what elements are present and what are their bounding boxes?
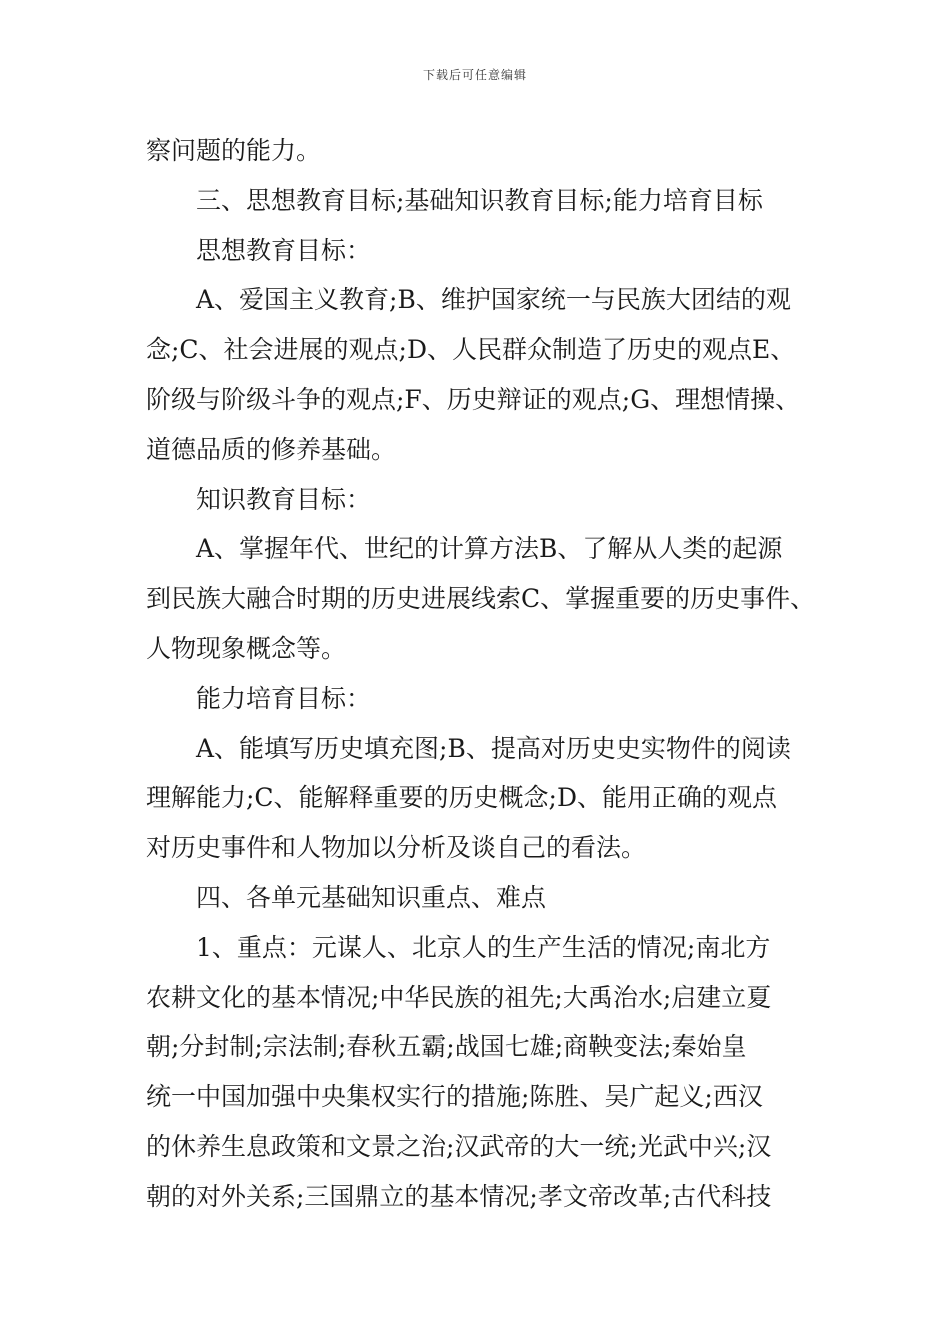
body-line: 理解能力;C、能解释重要的历史概念;D、能用正确的观点 bbox=[146, 783, 778, 813]
body-line: A、能填写历史填充图;B、提高对历史史实物件的阅读 bbox=[196, 733, 791, 763]
body-line: 道德品质的修养基础。 bbox=[146, 434, 397, 464]
page-header: 下载后可任意编辑 bbox=[422, 68, 527, 82]
section-heading: 三、思想教育目标;基础知识教育目标;能力培育目标 bbox=[196, 185, 763, 215]
body-line: 朝;分封制;宗法制;春秋五霸;战国七雄;商鞅变法;秦始皇 bbox=[146, 1032, 747, 1062]
body-line: 统一中国加强中央集权实行的措施;陈胜、吴广起义;西汉 bbox=[146, 1082, 763, 1112]
body-line: 农耕文化的基本情况;中华民族的祖先;大禹治水;启建立夏 bbox=[146, 982, 772, 1012]
document-body bbox=[146, 126, 816, 1222]
subsection-heading: 思想教育目标： bbox=[196, 235, 372, 265]
subsection-heading: 能力培育目标： bbox=[196, 683, 372, 713]
body-line: 到民族大融合时期的历史进展线索C、掌握重要的历史事件、 bbox=[146, 584, 816, 614]
section-heading: 四、各单元基础知识重点、难点 bbox=[196, 882, 547, 912]
body-line: 1、重点：元谋人、北京人的生产生活的情况;南北方 bbox=[196, 932, 771, 962]
body-line: 的休养生息政策和文景之治;汉武帝的大一统;光武中兴;汉 bbox=[146, 1131, 772, 1161]
body-line: 对历史事件和人物加以分析及谈自己的看法。 bbox=[146, 833, 647, 863]
body-line: 念;C、社会进展的观点;D、人民群众制造了历史的观点E、 bbox=[146, 335, 796, 365]
body-line: 人物现象概念等。 bbox=[146, 633, 347, 663]
body-line: A、爱国主义教育;B、维护国家统一与民族大团结的观 bbox=[196, 285, 791, 315]
body-line: 阶级与阶级斗争的观点;F、历史辩证的观点;G、理想情操、 bbox=[146, 384, 801, 414]
body-line: 察问题的能力。 bbox=[146, 136, 322, 165]
subsection-heading: 知识教育目标： bbox=[196, 484, 372, 514]
body-line: 朝的对外关系;三国鼎立的基本情况;孝文帝改革;古代科技 bbox=[146, 1181, 772, 1211]
body-line: A、掌握年代、世纪的计算方法B、了解从人类的起源 bbox=[196, 534, 783, 564]
